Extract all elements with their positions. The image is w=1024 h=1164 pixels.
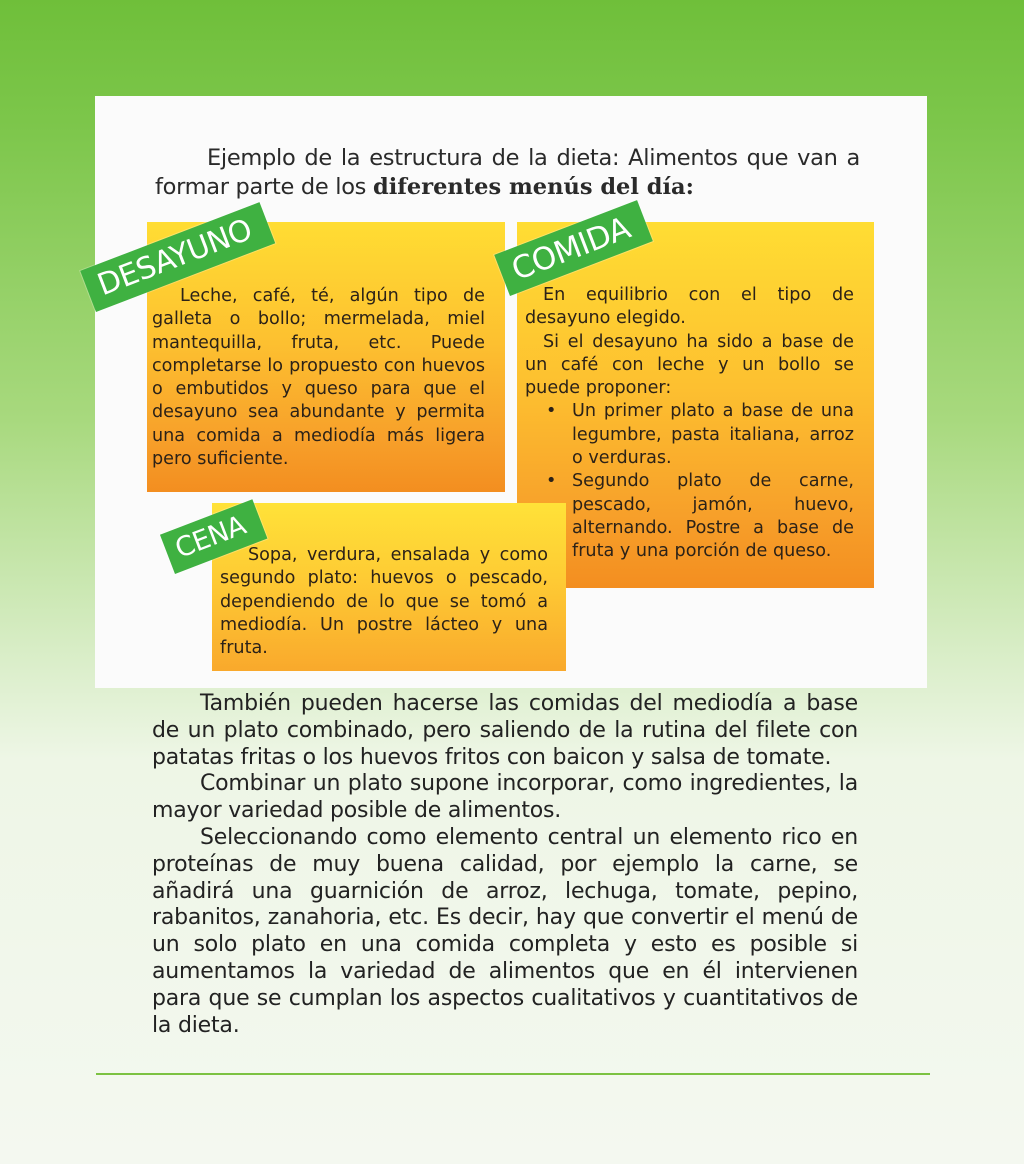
comida-bullet-2 xyxy=(525,470,854,563)
footer-rule xyxy=(96,1073,930,1075)
body-paragraph-1: También pueden hacerse las comidas del mediodía a base de un plato combinado, pero saliendo de la rutina del filete con patatas fritas o los huevos fritos con baicon y salsa de tomate. xyxy=(152,691,858,770)
comida-list xyxy=(525,400,854,563)
bullet-icon: • xyxy=(546,401,557,422)
intro-plain: Ejemplo de la estructura de la dieta: Alimentos que van a formar parte de los xyxy=(155,145,860,200)
cena-text: Sopa, verdura, ensalada y como segundo plato: huevos o pescado, dependiendo de lo que se tomó a mediodía. Un postre lácteo y una fruta. xyxy=(220,545,548,659)
bullet-icon: • xyxy=(546,471,557,492)
body-text xyxy=(152,691,858,1039)
desayuno-text: Leche, café, té, algún tipo de galleta o bollo; mermelada, miel mantequilla, fruta, etc. Puede completarse lo propuesto con huevos o embutidos y queso para que el desayuno sea abundante y permita una comida a mediodía más ligera pero suficiente. xyxy=(152,286,485,470)
comida-bullet-1-text: Un primer plato a base de una legumbre, pasta italiana, arroz o verduras. xyxy=(572,401,854,469)
intro-text xyxy=(155,144,860,202)
comida-label: COMIDA xyxy=(494,200,653,296)
comida-bullet-1 xyxy=(525,400,854,470)
comida-box xyxy=(517,222,874,588)
comida-p1: En equilibrio con el tipo de desayuno elegido. xyxy=(525,285,854,329)
cena-label: CENA xyxy=(160,499,267,574)
intro-bold: diferentes menús del día: xyxy=(372,174,694,200)
cena-box xyxy=(212,503,566,671)
comida-bullet-2-text: Segundo plato de carne, pescado, jamón, huevo, alternando. Postre a base de fruta y una porción de queso. xyxy=(572,471,854,562)
desayuno-label: DESAYUNO xyxy=(80,202,275,312)
comida-p2: Si el desayuno ha sido a base de un café con leche y un bollo se puede proponer: xyxy=(525,331,854,399)
body-paragraph-3: Seleccionando como elemento central un elemento rico en proteínas de muy buena calidad, por ejemplo la carne, se añadirá una guarnición de arroz, lechuga, tomate, pepino, rabanitos, zanahoria, etc. Es decir, hay que convertir el menú de un solo plato en una comida completa y esto es posible si aumentamos la variedad de alimentos que en él intervienen para que se cumplan los aspectos cualitativos y cuantitativos de la dieta. xyxy=(152,824,858,1038)
body-paragraph-2: Combinar un plato supone incorporar, como ingredientes, la mayor variedad posible de alimentos. xyxy=(152,771,858,824)
